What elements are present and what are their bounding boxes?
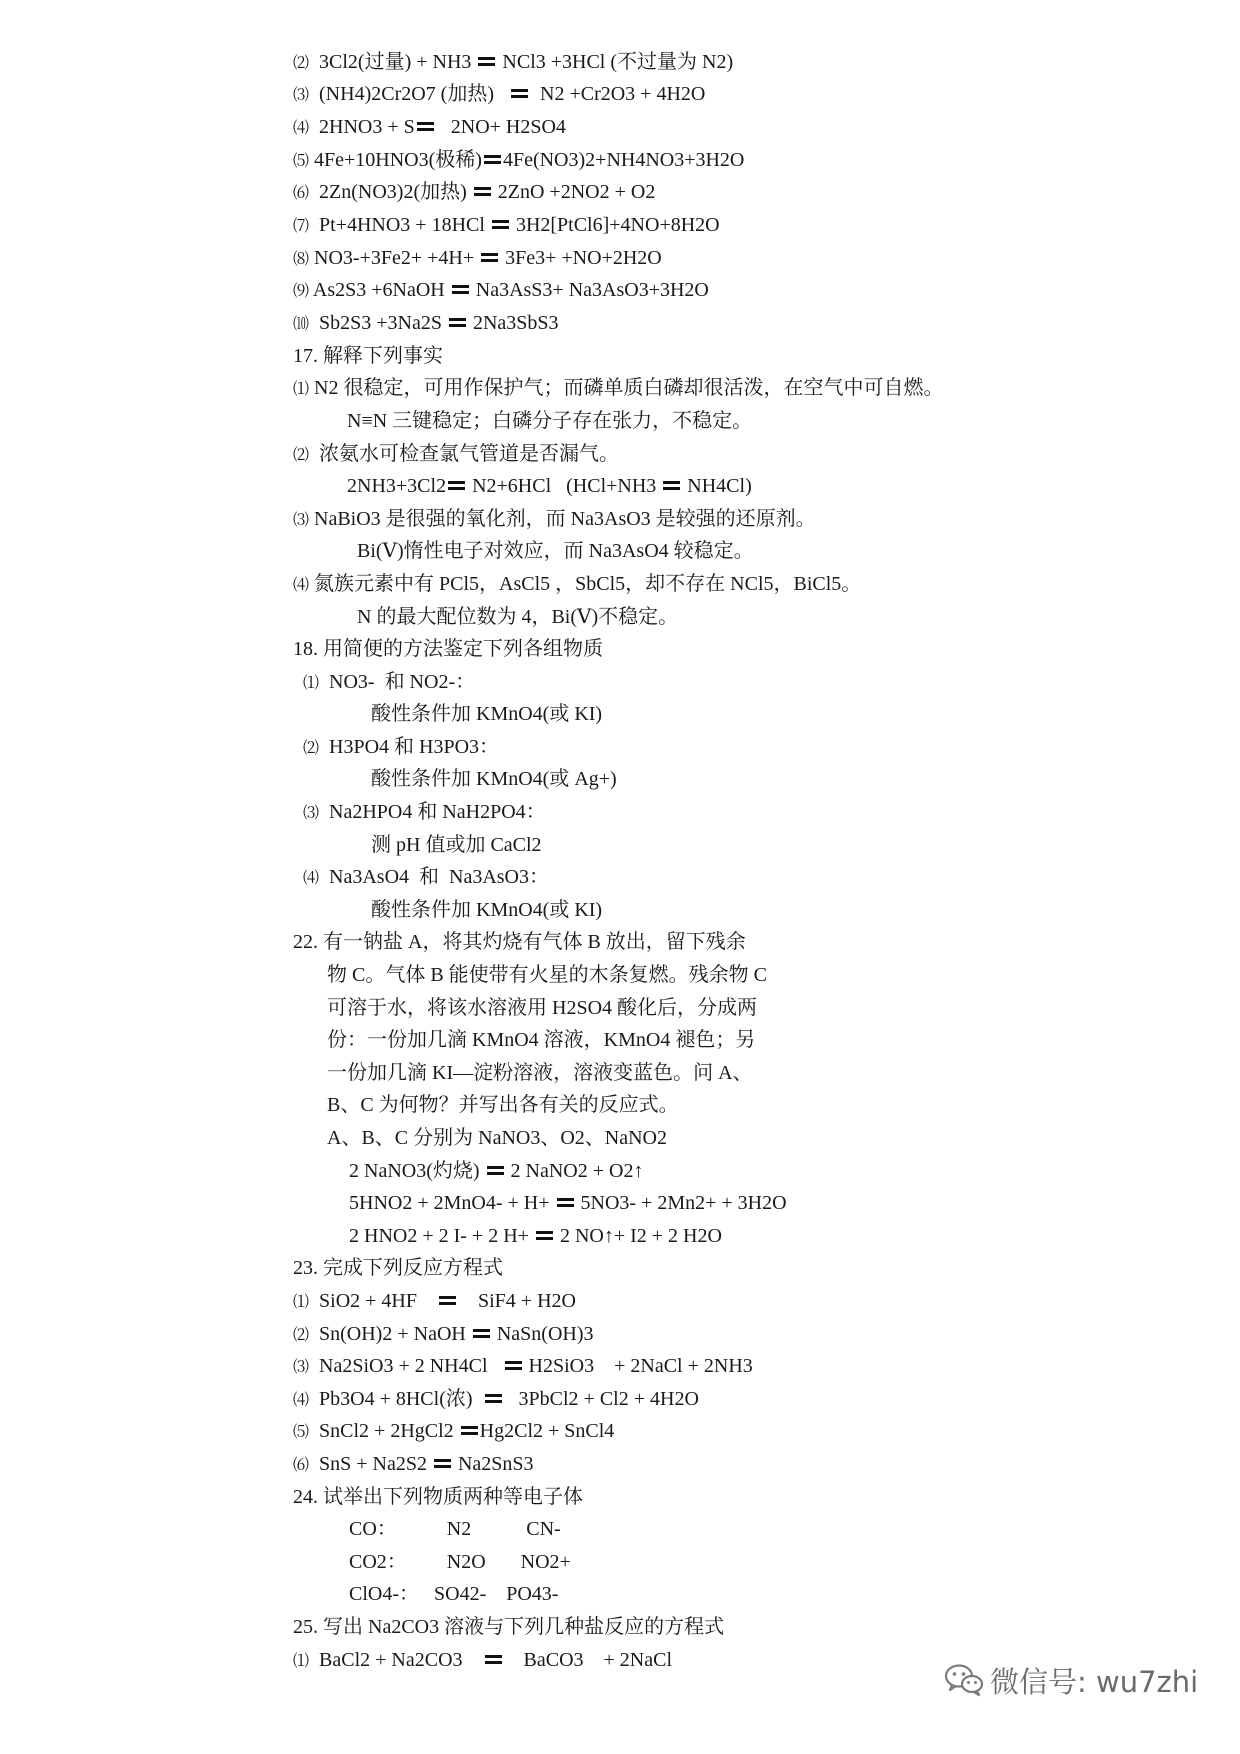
line-text: 4Fe+10HNO3(极稀): [309, 149, 482, 171]
text-line: [349, 1549, 571, 1575]
line-text: NO3- 和 NO2-：: [319, 671, 476, 693]
line-text: H3PO4 和 H3PO3：: [319, 736, 500, 758]
item-number: ⑴: [293, 381, 310, 398]
item-number: ⑵: [293, 55, 310, 72]
item-number: ⑵: [293, 447, 310, 464]
text-line: [371, 832, 542, 858]
watermark: [944, 1660, 1198, 1700]
item-number: ⑴: [303, 675, 320, 692]
equals-sign-icon: [461, 1425, 478, 1436]
item-number: ⑶: [293, 87, 310, 104]
line-text: Pb3O4 + 8HCl(浓): [309, 1388, 483, 1410]
equals-sign-icon: [511, 88, 528, 99]
equals-sign-icon: [557, 1197, 574, 1208]
line-text: 23. 完成下列反应方程式: [293, 1257, 503, 1279]
text-line: [293, 506, 816, 532]
line-text: 酸性条件加 KMnO4(或 KI): [371, 703, 603, 725]
line-text: 物 C。气体 B 能使带有火星的木条复燃。残余物 C: [327, 964, 768, 986]
equals-sign-icon: [439, 1295, 456, 1306]
line-text: 3Cl2(过量) + NH3: [309, 51, 477, 73]
item-number: ⑵: [303, 740, 320, 757]
text-line: [347, 408, 752, 434]
text-line: [349, 1190, 787, 1216]
wechat-icon: [944, 1663, 984, 1697]
equals-sign-icon: [505, 1360, 522, 1371]
line-text: 17. 解释下列事实: [293, 345, 443, 367]
line-text: As2S3 +6NaOH: [309, 279, 450, 301]
line-text: ClO4-： SO42- PO43-: [349, 1583, 559, 1605]
line-text: (NH4)2Cr2O7 (加热): [309, 83, 509, 105]
line-text: N2+6HCl (HCl+NH3: [467, 475, 662, 497]
line-text: BaCO3 + 2NaCl: [503, 1649, 673, 1671]
item-number: ⑴: [293, 1294, 310, 1311]
line-text: 3PbCl2 + Cl2 + 4H2O: [503, 1388, 699, 1410]
equals-sign-icon: [417, 121, 434, 132]
text-line: [293, 1614, 724, 1640]
text-line: [327, 1125, 667, 1151]
line-text: 22. 有一钠盐 A，将其灼烧有气体 B 放出，留下残余: [293, 931, 746, 953]
text-line: [349, 1223, 722, 1249]
line-text: N2 很稳定，可用作保护气；而磷单质白磷却很活泼，在空气中可自燃。: [309, 377, 944, 399]
text-line: [293, 277, 709, 303]
text-line: [293, 571, 861, 597]
text-line: [327, 962, 767, 988]
line-text: SiF4 + H2O: [457, 1290, 576, 1312]
equals-sign-icon: [484, 154, 501, 165]
line-text: 2NO+ H2SO4: [435, 116, 566, 138]
line-text: 18. 用简便的方法鉴定下列各组物质: [293, 638, 603, 660]
line-text: 3Fe3+ +NO+2H2O: [500, 247, 662, 269]
line-text: 2 NaNO2 + O2↑: [505, 1160, 644, 1182]
item-number: ⑷: [293, 1392, 310, 1409]
line-text: CO2： N2O NO2+: [349, 1551, 571, 1573]
line-text: Na2SiO3 + 2 NH4Cl: [309, 1355, 503, 1377]
equals-sign-icon: [663, 480, 680, 491]
item-number: ⑽: [293, 316, 310, 333]
text-line: [293, 310, 559, 336]
text-line: [293, 212, 720, 238]
line-text: NO3-+3Fe2+ +4H+: [309, 247, 480, 269]
text-line: [327, 1060, 753, 1086]
line-text: 氮族元素中有 PCl5，AsCl5 ，SbCl5，却不存在 NCl5，BiCl5。: [309, 573, 862, 595]
text-line: [293, 343, 443, 369]
equals-sign-icon: [478, 56, 495, 67]
line-text: H2SiO3 + 2NaCl + 2NH3: [523, 1355, 753, 1377]
text-line: [371, 766, 617, 792]
line-text: 2 HNO2 + 2 I- + 2 H+: [349, 1225, 534, 1247]
watermark-label: 微信号: wu7zhi: [990, 1664, 1199, 1699]
line-text: Na2SnS3: [452, 1453, 534, 1475]
line-text: A、B、C 分别为 NaNO3、O2、NaNO2: [327, 1127, 667, 1149]
text-line: [293, 1484, 583, 1510]
text-line: [303, 864, 549, 890]
line-text: 2ZnO +2NO2 + O2: [492, 181, 656, 203]
text-line: [293, 245, 662, 271]
equals-sign-icon: [485, 1393, 502, 1404]
line-text: 24. 试举出下列物质两种等电子体: [293, 1486, 583, 1508]
item-number: ⑹: [293, 1457, 310, 1474]
text-line: [303, 799, 546, 825]
line-text: 份：一份加几滴 KMnO4 溶液，KMnO4 褪色；另: [327, 1029, 756, 1051]
item-number: ⑼: [293, 283, 310, 300]
line-text: 酸性条件加 KMnO4(或 KI): [371, 899, 603, 921]
line-text: 25. 写出 Na2CO3 溶液与下列几种盐反应的方程式: [293, 1616, 725, 1638]
item-number: ⑷: [303, 870, 320, 887]
equals-sign-icon: [448, 480, 465, 491]
line-text: 一份加几滴 KI—淀粉溶液，溶液变蓝色。问 A、: [327, 1062, 753, 1084]
line-text: BaCl2 + Na2CO3: [309, 1649, 483, 1671]
line-text: N 的最大配位数为 4，Bi(Ⅴ)不稳定。: [357, 606, 679, 628]
item-number: ⑷: [293, 120, 310, 137]
line-text: 2 NO↑+ I2 + 2 H2O: [554, 1225, 722, 1247]
item-number: ⑶: [293, 1359, 310, 1376]
line-text: B、C 为何物？并写出各有关的反应式。: [327, 1094, 679, 1116]
text-line: [293, 1647, 672, 1673]
line-text: Sb2S3 +3Na2S: [309, 312, 447, 334]
item-number: ⑷: [293, 577, 310, 594]
text-line: [293, 114, 566, 140]
item-number: ⑴: [293, 1653, 310, 1670]
equals-sign-icon: [492, 219, 509, 230]
line-text: 可溶于水，将该水溶液用 H2SO4 酸化后，分成两: [327, 997, 758, 1019]
line-text: 酸性条件加 KMnO4(或 Ag+): [371, 768, 617, 790]
text-line: [293, 179, 655, 205]
text-line: [327, 995, 757, 1021]
line-text: 5HNO2 + 2MnO4- + H+: [349, 1192, 555, 1214]
text-line: [347, 473, 752, 499]
line-text: 4Fe(NO3)2+NH4NO3+3H2O: [502, 149, 745, 171]
text-line: [357, 604, 678, 630]
item-number: ⑻: [293, 251, 310, 268]
line-text: 5NO3- + 2Mn2+ + 3H2O: [575, 1192, 787, 1214]
line-text: 2 NaNO3(灼烧): [349, 1160, 485, 1182]
equals-sign-icon: [536, 1230, 553, 1241]
line-text: 2Zn(NO3)2(加热): [309, 181, 472, 203]
text-line: [293, 1255, 503, 1281]
line-text: NaSn(OH)3: [491, 1323, 594, 1345]
line-text: Sn(OH)2 + NaOH: [309, 1323, 471, 1345]
text-line: [293, 147, 744, 173]
equals-sign-icon: [449, 317, 466, 328]
line-text: 2NH3+3Cl2: [347, 475, 447, 497]
line-text: CO： N2 CN-: [349, 1518, 561, 1540]
equals-sign-icon: [481, 252, 498, 263]
line-text: 浓氨水可检查氯气管道是否漏气。: [309, 443, 620, 465]
text-line: [293, 81, 705, 107]
item-number: ⑸: [293, 1424, 310, 1441]
equals-sign-icon: [434, 1458, 451, 1469]
text-line: [303, 669, 475, 695]
line-text: NH4Cl): [682, 475, 752, 497]
text-line: [357, 538, 754, 564]
line-text: Na3AsO4 和 Na3AsO3：: [319, 866, 549, 888]
item-number: ⑸: [293, 153, 310, 170]
text-line: [303, 734, 499, 760]
text-line: [327, 1027, 755, 1053]
text-line: [371, 897, 602, 923]
line-text: 测 pH 值或加 CaCl2: [371, 834, 542, 856]
line-text: NaBiO3 是很强的氧化剂，而 Na3AsO3 是较强的还原剂。: [309, 508, 816, 530]
text-line: [293, 49, 733, 75]
equals-sign-icon: [485, 1654, 502, 1665]
text-line: [293, 375, 943, 401]
item-number: ⑺: [293, 218, 310, 235]
item-number: ⑶: [303, 805, 320, 822]
line-text: Pt+4HNO3 + 18HCl: [309, 214, 490, 236]
text-line: [349, 1516, 561, 1542]
text-line: [293, 1288, 576, 1314]
equals-sign-icon: [487, 1165, 504, 1176]
text-line: [371, 701, 602, 727]
line-text: 3H2[PtCl6]+4NO+8H2O: [510, 214, 720, 236]
text-line: [327, 1092, 679, 1118]
item-number: ⑶: [293, 512, 310, 529]
item-number: ⑹: [293, 185, 310, 202]
line-text: Hg2Cl2 + SnCl4: [479, 1420, 615, 1442]
line-text: NCl3 +3HCl (不过量为 N2): [497, 51, 734, 73]
text-line: [293, 1418, 614, 1444]
equals-sign-icon: [473, 1328, 490, 1339]
line-text: Na3AsS3+ Na3AsO3+3H2O: [470, 279, 709, 301]
text-line: [293, 1386, 699, 1412]
text-line: [293, 636, 603, 662]
text-line: [349, 1581, 558, 1607]
item-number: ⑵: [293, 1327, 310, 1344]
text-line: [293, 441, 619, 467]
line-text: Na2HPO4 和 NaH2PO4：: [319, 801, 546, 823]
line-text: SiO2 + 4HF: [309, 1290, 437, 1312]
text-line: [293, 929, 746, 955]
equals-sign-icon: [474, 186, 491, 197]
line-text: SnS + Na2S2: [309, 1453, 432, 1475]
line-text: SnCl2 + 2HgCl2: [309, 1420, 459, 1442]
equals-sign-icon: [452, 284, 469, 295]
line-text: N2 +Cr2O3 + 4H2O: [530, 83, 706, 105]
text-line: [293, 1321, 594, 1347]
text-line: [293, 1353, 753, 1379]
line-text: N≡N 三键稳定；白磷分子存在张力，不稳定。: [347, 410, 753, 432]
text-line: [349, 1158, 643, 1184]
line-text: 2Na3SbS3: [467, 312, 559, 334]
line-text: Bi(Ⅴ)惰性电子对效应，而 Na3AsO4 较稳定。: [357, 540, 754, 562]
text-line: [293, 1451, 534, 1477]
line-text: 2HNO3 + S: [309, 116, 415, 138]
